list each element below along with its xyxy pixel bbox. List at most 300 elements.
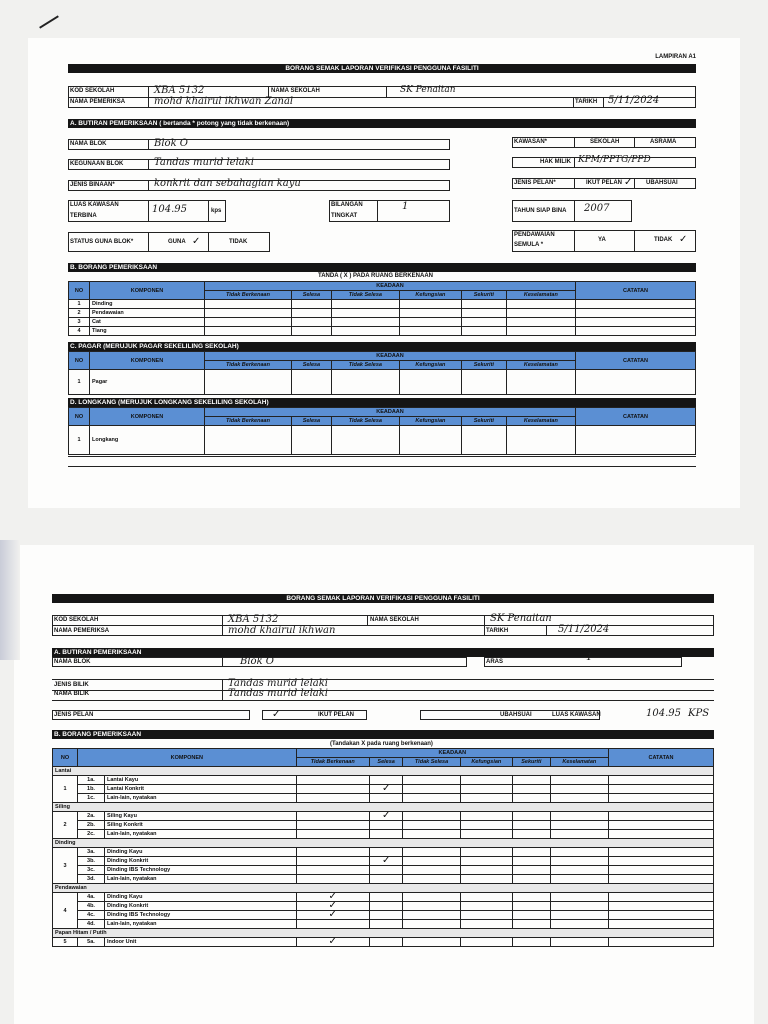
nama-pemeriksa-label-2: NAMA PEMERIKSA [54,628,110,634]
cell[interactable] [609,866,714,875]
cell[interactable] [403,776,460,785]
cell[interactable] [369,794,403,803]
cell[interactable] [331,370,399,395]
cell[interactable] [296,830,369,839]
group-no: 1 [53,776,78,803]
item-code: 3c. [78,866,105,875]
row-no: 4 [69,327,90,336]
ubahsuai-option[interactable]: UBAHSUAI [646,180,678,186]
cell[interactable] [576,370,696,395]
group-no: 4 [53,893,78,929]
cell[interactable] [461,370,506,395]
cell[interactable] [550,866,608,875]
page2-table-body [53,767,714,947]
row-name: Pagar [90,370,205,395]
group-title: Pendawaian [53,884,714,893]
tarikh-value-2[interactable]: 5/11/2024 [558,624,610,635]
col-tidak-berkenaan: Tidak Berkenaan [205,291,292,300]
col-no: NO [69,282,90,300]
table-row [53,866,714,875]
cell[interactable] [399,327,461,336]
cell[interactable] [609,812,714,821]
guna-option[interactable]: GUNA [168,239,186,245]
item-code: 3d. [78,875,105,884]
pen-stroke-mark [39,15,59,28]
cell[interactable] [512,794,550,803]
cell[interactable] [550,785,608,794]
cell[interactable] [369,902,403,911]
cell[interactable] [576,318,696,327]
nama-blok-value[interactable]: Blok O [154,138,189,149]
cell[interactable] [550,776,608,785]
luas-unit: kps [211,208,222,214]
col-komponen: KOMPONEN [90,408,205,426]
item-code: 4d. [78,920,105,929]
cell[interactable] [369,875,403,884]
col-no: NO [69,352,90,370]
jenis-bilik-value[interactable]: Tandas murid lelaki [228,678,328,689]
item-name: Dinding IBS Technology [105,866,297,875]
cell[interactable] [296,848,369,857]
cell[interactable] [512,776,550,785]
col-kefungsian: Kefungsian [399,291,461,300]
kegunaan-blok-value[interactable]: Tandas murid lelaki [154,157,254,168]
col-tidak-selesa: Tidak Selesa [331,291,399,300]
sekolah-option[interactable]: SEKOLAH [590,139,620,145]
ya-option[interactable]: YA [598,237,606,243]
table-row [53,794,714,803]
cell[interactable] [296,875,369,884]
item-name: Lain-lain, nyatakan [105,920,297,929]
cell[interactable] [460,875,512,884]
cell[interactable] [399,300,461,309]
cell[interactable] [403,875,460,884]
semula-label: SEMULA * [514,242,544,248]
asrama-option[interactable]: ASRAMA [650,139,677,145]
hak-milik-value[interactable]: KPM/PPTG/PPD [578,155,651,165]
aras-value[interactable]: 1 [586,652,593,663]
item-code: 2b. [78,821,105,830]
cell[interactable] [369,911,403,920]
cell[interactable] [512,785,550,794]
cell[interactable] [296,812,369,821]
cell[interactable] [369,866,403,875]
group-header-row [53,767,714,776]
cell[interactable] [550,848,608,857]
cell[interactable] [403,821,460,830]
col-keadaan: KEADAAN [205,408,576,417]
cell[interactable] [609,893,714,902]
col-tidak-selesa: Tidak Selesa [331,417,399,426]
cell[interactable] [403,911,460,920]
cell[interactable] [609,875,714,884]
col-sekuriti: Sekuriti [461,361,506,370]
divider [222,657,223,667]
cell[interactable] [460,893,512,902]
tidak-check-icon: ✓ [679,234,688,245]
divider [574,137,575,148]
col-komponen: KOMPONEN [90,352,205,370]
col-sekuriti: Sekuriti [461,291,506,300]
table-row [53,902,714,911]
cell[interactable] [506,370,575,395]
col-selesa: Selesa [291,291,331,300]
cell[interactable] [609,938,714,947]
cell[interactable] [550,911,608,920]
tidak-option[interactable]: TIDAK [229,239,248,245]
cell[interactable] [512,938,550,947]
cell[interactable] [205,318,292,327]
cell[interactable] [512,857,550,866]
col-sekuriti: Sekuriti [512,758,550,767]
cell[interactable] [403,812,460,821]
cell[interactable] [461,309,506,318]
ubahsuai-option-2[interactable]: UBAHSUAI [500,712,532,718]
cell[interactable] [369,812,403,821]
kegunaan-blok-label: KEGUNAAN BLOK [70,161,124,167]
col-selesa: Selesa [291,361,331,370]
kawasan-label: KAWASAN* [514,139,548,145]
page-2-shadow [0,540,20,660]
kod-sekolah-value[interactable]: XBA 5132 [154,85,205,96]
item-code: 1b. [78,785,105,794]
cell[interactable] [403,848,460,857]
tarikh-label: TARIKH [575,99,598,105]
page-2-title: BORANG SEMAK LAPORAN VERIFIKASI PENGGUNA FASILITI [52,594,714,603]
luas-kawasan-label: LUAS KAWASAN [70,202,119,208]
col-komponen: KOMPONEN [78,749,297,767]
group-no: 3 [53,848,78,884]
page2-table [52,748,714,947]
cell[interactable] [403,794,460,803]
nama-pemeriksa-value-2[interactable]: mohd khairul ikhwan [228,625,336,636]
cell[interactable] [550,938,608,947]
cell[interactable] [609,830,714,839]
kod-sekolah-label: KOD SEKOLAH [70,88,115,94]
check-icon: ✓ [381,783,391,794]
cell[interactable] [205,370,292,395]
table-row [53,893,714,902]
tingkat-label: TINGKAT [331,213,358,219]
cell[interactable] [460,911,512,920]
tahun-siap-value[interactable]: 2007 [584,203,610,214]
col-keadaan: KEADAAN [296,749,608,758]
cell[interactable] [461,426,506,455]
kegunaan-blok-box [68,159,450,170]
divider [52,679,714,680]
cell[interactable] [205,426,292,455]
item-code: 2c. [78,830,105,839]
col-tidak-berkenaan: Tidak Berkenaan [205,361,292,370]
cell[interactable] [609,920,714,929]
cell[interactable] [291,370,331,395]
cell[interactable] [506,300,575,309]
cell[interactable] [609,857,714,866]
cell[interactable] [461,318,506,327]
cell[interactable] [291,300,331,309]
cell[interactable] [296,866,369,875]
item-code: 1c. [78,794,105,803]
ikut-pelan-check-icon-2: ✓ [272,709,281,720]
page1-table-c [68,351,696,395]
cell[interactable] [403,902,460,911]
item-code: 4c. [78,911,105,920]
jenis-pelan-label: JENIS PELAN* [514,180,556,186]
cell[interactable] [291,426,331,455]
nama-bilik-value[interactable]: Tandas murid lelaki [228,688,328,699]
cell[interactable] [550,902,608,911]
col-selesa: Selesa [369,758,403,767]
cell[interactable] [399,426,461,455]
divider [208,232,209,252]
cell[interactable] [369,830,403,839]
cell[interactable] [331,300,399,309]
table-row [69,300,696,309]
ikut-pelan-option[interactable]: IKUT PELAN [586,180,622,186]
cell[interactable] [369,785,403,794]
cell[interactable] [205,309,292,318]
pendawaian-label: PENDAWAIAN [514,232,555,238]
cell[interactable] [460,902,512,911]
item-code: 4b. [78,902,105,911]
cell[interactable] [291,309,331,318]
col-keadaan: KEADAAN [205,352,576,361]
page-1-title: BORANG SEMAK LAPORAN VERIFIKASI PENGGUNA FASILITI [68,64,696,73]
cell[interactable] [609,902,714,911]
cell[interactable] [403,893,460,902]
luas-kawasan-value-2[interactable]: 104.95 [646,708,681,719]
cell[interactable] [403,920,460,929]
cell[interactable] [461,300,506,309]
cell[interactable] [369,821,403,830]
cell[interactable] [512,821,550,830]
cell[interactable] [460,830,512,839]
cell[interactable] [403,830,460,839]
cell[interactable] [296,821,369,830]
cell[interactable] [460,920,512,929]
cell[interactable] [399,318,461,327]
cell[interactable] [512,902,550,911]
cell[interactable] [506,426,575,455]
divider [603,97,604,108]
luas-kawasan-value[interactable]: 104.95 [152,204,187,215]
cell[interactable] [609,911,714,920]
cell[interactable] [369,857,403,866]
luas-terbina-label: TERBINA [70,213,97,219]
cell[interactable] [609,821,714,830]
page-1-form [68,52,696,470]
status-guna-label: STATUS GUNA BLOK* [70,239,134,245]
tarikh-value[interactable]: 5/11/2024 [608,95,660,106]
cell[interactable] [609,794,714,803]
cell[interactable] [576,300,696,309]
item-code: 3b. [78,857,105,866]
cell[interactable] [512,893,550,902]
table-row [53,875,714,884]
ikut-pelan-option-2[interactable]: IKUT PELAN [318,712,354,718]
cell[interactable] [550,812,608,821]
cell[interactable] [296,938,369,947]
item-code: 2a. [78,812,105,821]
cell[interactable] [609,785,714,794]
cell[interactable] [609,848,714,857]
cell[interactable] [369,893,403,902]
cell[interactable] [506,318,575,327]
col-kefungsian: Kefungsian [460,758,512,767]
guna-check-icon: ✓ [192,236,201,247]
cell[interactable] [403,866,460,875]
divider [546,625,547,636]
divider [386,86,387,97]
divider [573,97,574,108]
item-name: Siling Kayu [105,812,297,821]
cell[interactable] [331,426,399,455]
tanda-note-2: (Tandakan X pada ruang berkenaan) [330,741,433,747]
cell[interactable] [296,920,369,929]
cell[interactable] [550,830,608,839]
cell[interactable] [460,812,512,821]
divider [484,615,485,636]
cell[interactable] [512,875,550,884]
kod-sekolah-label-2: KOD SEKOLAH [54,617,99,623]
cell[interactable] [331,327,399,336]
divider [68,456,696,457]
table-row [53,857,714,866]
cell[interactable] [403,938,460,947]
cell[interactable] [296,785,369,794]
cell[interactable] [460,821,512,830]
table-row [53,830,714,839]
table-row [53,785,714,794]
cell[interactable] [512,866,550,875]
nama-sekolah-value-2[interactable]: SK Penaitan [490,613,552,624]
cell[interactable] [291,327,331,336]
cell[interactable] [506,327,575,336]
col-kefungsian: Kefungsian [399,417,461,426]
cell[interactable] [296,794,369,803]
col-komponen: KOMPONEN [90,282,205,300]
divider [222,679,223,700]
cell[interactable] [550,794,608,803]
page1-table-b [68,281,696,336]
cell[interactable] [460,776,512,785]
item-name: Dinding Kayu [105,893,297,902]
row-name: Longkang [90,426,205,455]
row-no: 3 [69,318,90,327]
cell[interactable] [550,821,608,830]
row-name: Pendawaian [90,309,205,318]
col-catatan: CATATAN [576,408,696,426]
row-name: Tiang [90,327,205,336]
cell[interactable] [460,866,512,875]
table-row [53,821,714,830]
cell[interactable] [550,875,608,884]
bilangan-label: BILANGAN [331,202,363,208]
cell[interactable] [296,911,369,920]
item-name: Dinding Konkrit [105,902,297,911]
cell[interactable] [550,893,608,902]
cell[interactable] [369,938,403,947]
cell[interactable] [576,309,696,318]
cell[interactable] [331,309,399,318]
divider [634,178,635,189]
cell[interactable] [296,776,369,785]
jenis-binaan-value[interactable]: konkrit dan sebahagian kayu [154,178,301,189]
table-row [69,426,696,455]
cell[interactable] [403,785,460,794]
divider [574,200,575,222]
cell[interactable] [460,848,512,857]
cell[interactable] [460,938,512,947]
divider [222,615,223,636]
cell[interactable] [512,812,550,821]
bilangan-tingkat-value[interactable]: 1 [402,201,409,212]
divider [208,200,209,222]
group-header-row [53,839,714,848]
jenis-binaan-label: JENIS BINAAN* [70,182,115,188]
nama-sekolah-value[interactable]: SK Penaitan [400,85,456,95]
cell[interactable] [461,327,506,336]
cell[interactable] [205,327,292,336]
group-header-row [53,884,714,893]
cell[interactable] [512,830,550,839]
cell[interactable] [460,785,512,794]
cell[interactable] [506,309,575,318]
cell[interactable] [550,857,608,866]
cell[interactable] [296,857,369,866]
kod-sekolah-value-2[interactable]: XBA 5132 [228,614,279,625]
cell[interactable] [331,318,399,327]
cell[interactable] [205,300,292,309]
item-code: 5a. [78,938,105,947]
nama-blok-label: NAMA BLOK [70,141,107,147]
check-icon: ✓ [328,909,337,920]
group-no: 5 [53,938,78,947]
col-kefungsian: Kefungsian [399,361,461,370]
cell[interactable] [512,848,550,857]
col-tidak-berkenaan: Tidak Berkenaan [296,758,369,767]
table-row [53,938,714,947]
cell[interactable] [460,857,512,866]
table-row [69,370,696,395]
item-name: Siling Konkrit [105,821,297,830]
cell[interactable] [399,370,461,395]
nama-blok-value-2[interactable]: Blok O [240,656,275,667]
cell[interactable] [369,920,403,929]
col-keselamatan: Keselamatan [506,291,575,300]
luas-kawasan-label-2: LUAS KAWASAN [552,712,601,718]
cell[interactable] [512,911,550,920]
tahun-siap-label: TAHUN SIAP BINA [514,208,567,214]
col-sekuriti: Sekuriti [461,417,506,426]
cell[interactable] [576,327,696,336]
cell[interactable] [609,776,714,785]
cell[interactable] [403,857,460,866]
cell[interactable] [291,318,331,327]
divider [574,178,575,189]
cell[interactable] [399,309,461,318]
group-no: 2 [53,812,78,839]
col-catatan: CATATAN [609,749,714,767]
tidak-option-2[interactable]: TIDAK [654,237,673,243]
nama-pemeriksa-value[interactable]: mohd khairul ikhwan Zanal [154,96,294,107]
divider [574,230,575,252]
cell[interactable] [576,426,696,455]
cell[interactable] [550,920,608,929]
section-c-bar: C. PAGAR (MERUJUK PAGAR SEKELILING SEKOLAH) [68,342,696,351]
cell[interactable] [460,794,512,803]
cell[interactable] [512,920,550,929]
